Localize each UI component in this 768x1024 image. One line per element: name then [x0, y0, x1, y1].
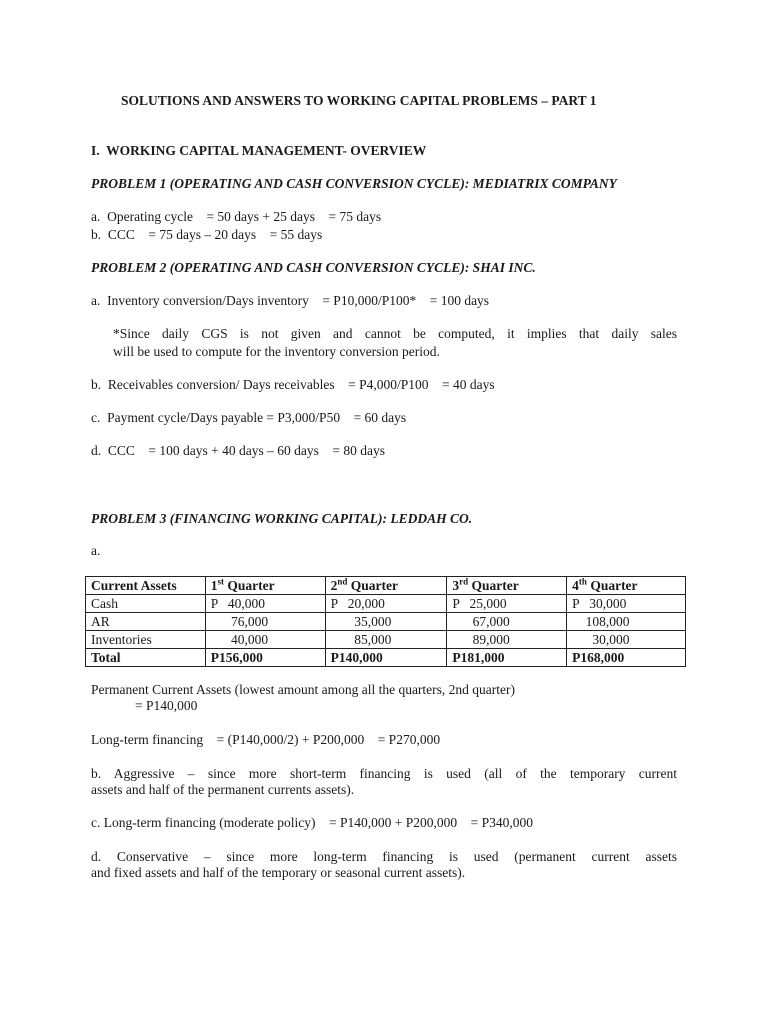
problem-2-item-b: b. Receivables conversion/ Days receivables = P4,000/P100 = 40 days	[91, 377, 495, 392]
cell-value: P 40,000	[205, 595, 325, 613]
problem-1-item-a: a. Operating cycle = 50 days + 25 days = 75 days	[91, 209, 382, 224]
cell-value: 35,000	[325, 613, 447, 631]
table-header-row	[86, 577, 686, 595]
total-value: P156,000	[205, 649, 325, 667]
page-title: SOLUTIONS AND ANSWERS TO WORKING CAPITAL PROBLEMS – PART 1	[121, 93, 597, 108]
total-value: P168,000	[567, 649, 686, 667]
problem-3-item-d-line-1: d. Conservative – since more long-term financing is used (permanent current assets	[91, 849, 677, 864]
total-value: P181,000	[447, 649, 567, 667]
header-quarter-2: 2nd Quarter	[325, 577, 447, 595]
problem-2-note-line-1: *Since daily CGS is not given and cannot be computed, it implies that daily sales	[113, 326, 677, 341]
cell-value: 108,000	[567, 613, 686, 631]
cell-value: 30,000	[567, 631, 686, 649]
table-row	[86, 613, 686, 631]
total-label: Total	[86, 649, 206, 667]
permanent-assets-line-1: Permanent Current Assets (lowest amount among all the quarters, 2nd quarter)	[91, 682, 516, 697]
problem-1-heading: PROBLEM 1 (OPERATING AND CASH CONVERSION CYCLE): MEDIATRIX COMPANY	[91, 176, 617, 191]
problem-1-item-b: b. CCC = 75 days – 20 days = 55 days	[91, 227, 323, 242]
total-value: P140,000	[325, 649, 447, 667]
current-assets-table	[85, 576, 686, 667]
problem-2-note-line-2: will be used to compute for the inventory conversion period.	[113, 344, 440, 359]
cell-value: 85,000	[325, 631, 447, 649]
header-current-assets: Current Assets	[86, 577, 206, 595]
table-row	[86, 595, 686, 613]
problem-2-heading: PROBLEM 2 (OPERATING AND CASH CONVERSION CYCLE): SHAI INC.	[91, 260, 536, 275]
cell-value: 89,000	[447, 631, 567, 649]
row-label: AR	[86, 613, 206, 631]
cell-value: 76,000	[205, 613, 325, 631]
problem-2-item-c: c. Payment cycle/Days payable = P3,000/P50 = 60 days	[91, 410, 407, 425]
cell-value: P 30,000	[567, 595, 686, 613]
cell-value: 40,000	[205, 631, 325, 649]
problem-3-item-a-label: a.	[91, 543, 101, 558]
table-total-row	[86, 649, 686, 667]
cell-value: P 25,000	[447, 595, 567, 613]
cell-value: 67,000	[447, 613, 567, 631]
problem-3-item-b-line-1: b. Aggressive – since more short-term financing is used (all of the temporary current	[91, 766, 677, 781]
problem-2-item-a: a. Inventory conversion/Days inventory = P10,000/P100* = 100 days	[91, 293, 490, 308]
problem-3-heading: PROBLEM 3 (FINANCING WORKING CAPITAL): LEDDAH CO.	[91, 511, 473, 526]
permanent-assets-line-2: = P140,000	[135, 698, 198, 713]
long-term-financing-line: Long-term financing = (P140,000/2) + P200,000 = P270,000	[91, 732, 441, 747]
row-label: Cash	[86, 595, 206, 613]
problem-2-item-d: d. CCC = 100 days + 40 days – 60 days = 80 days	[91, 443, 385, 458]
header-quarter-3: 3rd Quarter	[447, 577, 567, 595]
cell-value: P 20,000	[325, 595, 447, 613]
row-label: Inventories	[86, 631, 206, 649]
section-heading: I. WORKING CAPITAL MANAGEMENT- OVERVIEW	[91, 143, 427, 158]
problem-3-item-c: c. Long-term financing (moderate policy) = P140,000 + P200,000 = P340,000	[91, 815, 534, 830]
problem-3-item-b-line-2: assets and half of the permanent currents assets).	[91, 782, 355, 797]
header-quarter-1: 1st Quarter	[205, 577, 325, 595]
problem-3-item-d-line-2: and fixed assets and half of the temporary or seasonal current assets).	[91, 865, 466, 880]
header-quarter-4: 4th Quarter	[567, 577, 686, 595]
table-row	[86, 631, 686, 649]
